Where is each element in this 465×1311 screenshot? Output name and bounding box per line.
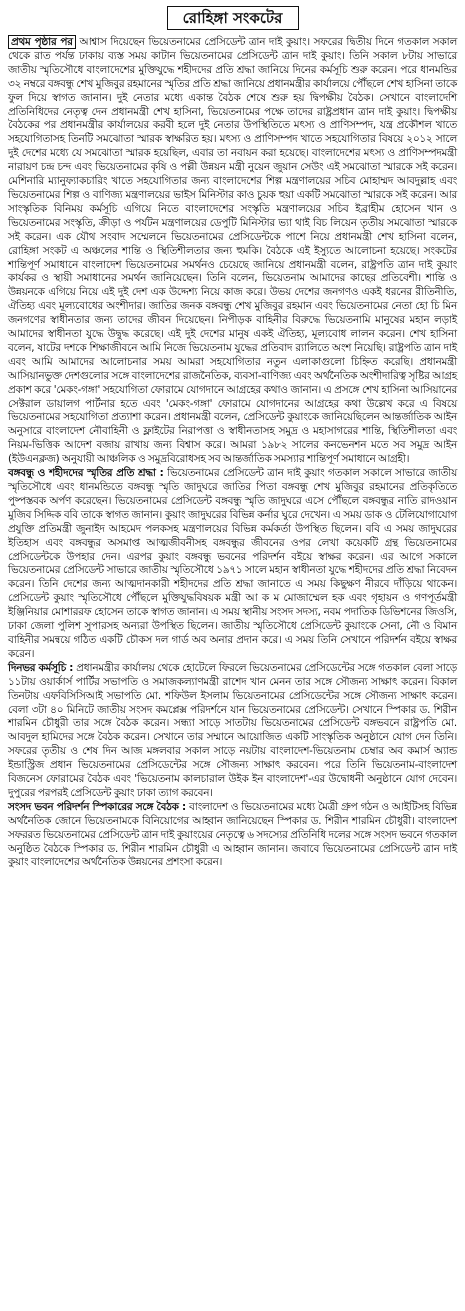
paragraph-parliament [8, 801, 457, 871]
subheading-tribute: বঙ্গবন্ধু ও শহীদদের স্মৃতির প্রতি শ্রদ্ধা : [8, 467, 164, 480]
paragraph-text: আশ্বাস দিয়েছেন ভিয়েতনামের প্রেসিডেন্ট ত্রান দাই কুয়াং। সফরের দ্বিতীয় দিনে গতকাল সকাল থেকে রাত পর্যন্ত ঢাকায় ব্যস্ত সময় কাটান ভিয়েতনামের প্রেসিডেন্ট ত্রান দাই কুয়াং। তিনি সকাল ৮টায় সাভারে জাতীয় স্মৃতিসৌধে বাংলাদেশের মুক্তিযুদ্ধে শহীদদের প্রতি শ্রদ্ধা জানিয়ে দিনের কর্মসূচি শুরু করেন। পরে ধানমন্ডির ৩২ নম্বরে বঙ্গবন্ধু শেখ মুজিবুর রহমানের স্মৃতির প্রতি শ্রদ্ধা জানিয়ে প্রধানমন্ত্রীর কার্যালয়ে পৌঁছলে শেখ হাসিনা তাকে ফুল দিয়ে স্বাগত জানান। দুই নেতার মধ্যে একান্ত বৈঠক শেষে শুরু হয় দ্বিপক্ষীয় বৈঠক। সেখানে বাংলাদেশি প্রতিনিধিদের নেতৃত্ব দেন প্রধানমন্ত্রী শেখ হাসিনা, ভিয়েতনামের পক্ষে তাদের রাষ্ট্রপ্রধান ত্রান দাই কুয়াং। দ্বিপক্ষীয় বৈঠকের পর প্রধানমন্ত্রীর কার্যালয়ের করবী হলে দুই নেতার উপস্থিতিতে মৎস্য ও প্রাণিসম্পদ, যন্ত্র প্রকৌশল খাতে সহযোগিতাসহ তিনটি সমঝোতা স্মারক স্বাক্ষরিত হয়। মৎস্য ও প্রাণিসম্পদ খাতে সহযোগিতার বিষয়ে ২০১২ সালে দুই দেশের মধ্যে যে সমঝোতা স্মারক হয়েছিল, এবার তা নবায়ন করা হয়েছে। বাংলাদেশের মৎস্য ও প্রাণিসম্পদমন্ত্রী নারায়ণ চন্দ্র চন্দ এবং ভিয়েতনামের কৃষি ও পল্লী উন্নয়ন মন্ত্রী নুয়েন জুয়ান সেউং এই সমঝোতা স্মারকে সই করেন। মেশিনারি ম্যানুফ্যাকচারিং খাতে সহযোগিতার জন্য বাংলাদেশের শিল্প মন্ত্রণালয়ের সচিব মোহাম্মদ আবদুল্লাহ এবং ভিয়েতনামের শিল্প ও বাণিজ্য মন্ত্রণালয়ের ভাইস মিনিস্টার কাও চুয়ক হুয়া একটি সমঝোতা স্মারকে সই করেন। আর সাংস্কৃতিক বিনিময় কর্মসূচি এগিয়ে নিতে বাংলাদেশের সংস্কৃতি মন্ত্রণালয়ের সচিব ইব্রাহীম হোসেন খান ও ভিয়েতনামের সংস্কৃতি, ক্রীড়া ও পর্যটন মন্ত্রণালয়ের ডেপুটি মিনিস্টার ভ্যা থাই বিচ লিয়েন তৃতীয় সমঝোতা স্মারকে সই করেন। এক যৌথ সংবাদ সম্মেলনে ভিয়েতনামের প্রেসিডেন্টকে পাশে নিয়ে প্রধানমন্ত্রী শেখ হাসিনা বলেন, রোহিঙ্গা সংকট এ অঞ্চলের শান্তি ও স্থিতিশীলতার জন্য হুমকি। বৈঠকে এই ইস্যুতে আলোচনা হয়েছে। সংকটের শান্তিপূর্ণ সমাধানে বাংলাদেশ ভিয়েতনামের সমর্থনও চেয়েছে জানিয়ে প্রধানমন্ত্রী বলেন, রাষ্ট্রপতি ত্রান দাই কুয়াং কার্যকর ও স্থায়ী সমাধানের সমর্থন জানিয়েছেন। তিনি বলেন, ভিয়েতনাম আমাদের কাছের প্রতিবেশী। শান্তি ও উন্নয়নকে এগিয়ে নিয়ে এই দুই দেশ এক উদ্দেশ্য নিয়ে কাজ করে। উভয় দেশের জনগণও একই ধরনের রীতিনীতি, ঐতিহ্য এবং মূল্যবোধের অংশীদার। জাতির জনক বঙ্গবন্ধু শেখ মুজিবুর রহমান এবং ভিয়েতনামের নেতা হো চি মিন জনগণের স্বাধীনতার জন্য তাদের জীবন দিয়েছেন। নিপীড়ক বাহিনীর বিরুদ্ধে ভিয়েতনামি মানুষের মহান লড়াই আমাদের স্বাধীনতা যুদ্ধে উদ্বুদ্ধ করেছে। এই দুই দেশের মানুষ একই ঐতিহ্য, মূল্যবোধ লালন করেন। শেখ হাসিনা বলেন, ষাটের দশকে শিক্ষাজীবনে আমি নিজে ভিয়েতনাম যুদ্ধের প্রতিবাদ র‌্যালিতে অংশ নিয়েছি। রাষ্ট্রপতি ত্রান দাই এবং আমি আমাদের আলোচনার সময় আমরা সহযোগিতার নতুন এলাকাগুলো চিহ্নিত করেছি। প্রধানমন্ত্রী আসিয়ানভুক্ত দেশগুলোর সঙ্গে বাংলাদেশের রাজনৈতিক, ব্যবসা-বাণিজ্য এবং অর্থনৈতিক অংশীদারিত্ব সৃষ্টির আগ্রহ প্রকাশ করে 'মেকং-গঙ্গা' সহযোগিতা ফোরামে যোগদানে আগ্রহের কথাও জানান। এ প্রসঙ্গে শেখ হাসিনা আসিয়ানের সেক্টরাল ডায়ালগ পার্টনার হতে এবং 'মেকং-গঙ্গা' ফোরামে যোগদানের আগ্রহের কথা উল্লেখ করে এ বিষয়ে ভিয়েতনামের সহযোগিতা প্রত্যাশা করেন। প্রধানমন্ত্রী বলেন, প্রেসিডেন্ট কুয়াংকে জানিয়েছিলেন আন্তর্জাতিক আইন অনুসারে বাংলাদেশ নৌবাহিনী ও ফ্লাইটের নিরাপত্তা ও স্বাধীনতাসহ সমুদ্র ও মহাসাগরের শান্তি, স্থিতিশীলতা এবং নিয়ম-ভিত্তিক আদেশ বজায় রাখায় জন্য বিশ্বাস করে। আমরা ১৯৮২ সালের কনভেনশন মতে সব সমুদ্র আইন (ইউএনক্লজ) অনুযায়ী আঞ্চলিক ও সমুদ্রবিরোধসহ সব আন্তর্জাতিক সমস্যার শান্তিপূর্ণ সমাধানে আগ্রহী। [8, 36, 457, 466]
paragraph-schedule [8, 662, 457, 801]
headline: রোহিঙ্গা সংকটের [167, 6, 299, 30]
subheading-schedule: দিনভর কর্মসূচি : [8, 661, 74, 674]
subheading-parliament: সংসদ ভবন পরিদর্শন স্পিকারের সঙ্গে বৈঠক : [8, 800, 186, 813]
paragraph-text: প্রধানমন্ত্রীর কার্যালয় থেকে হোটেলে ফিরলে ভিয়েতনামের প্রেসিডেন্টের সঙ্গে গতকাল বেলা সাড়ে ১১টায় ওয়ার্কার্স পার্টির সভাপতি ও সমাজকল্যাণমন্ত্রী রাশেদ খান মেনন তার সঙ্গে সৌজন্য সাক্ষাৎ করেন। বিকাল তিনটায় এফবিসিসিআই সভাপতি মো. শফিউল ইসলাম ভিয়েতনামের প্রেসিডেন্টের সঙ্গে সৌজন্য সাক্ষাৎ করেন। বেলা ৩টা ৪০ মিনিটে জাতীয় সংসদ কমপ্লেক্স পরিদর্শনে যান ভিয়েতনামের প্রেসিডেন্ট। সেখানে স্পিকার ড. শিরীন শারমিন চৌধুরী তার সঙ্গে বৈঠক করেন। সন্ধ্যা সাড়ে সাতটায় ভিয়েতনামের প্রেসিডেন্ট বঙ্গভবনে রাষ্ট্রপতি মো. আবদুল হামিদের সঙ্গে বৈঠক করেন। সেখানে তার সম্মানে আয়োজিত একটি সাংস্কৃতিক অনুষ্ঠানে যোগ দেন তিনি। সফরের তৃতীয় ও শেষ দিন আজ মঙ্গলবার সকাল সাড়ে নয়টায় বাংলাদেশ-ভিয়েতনাম চেম্বার অব কমার্স অ্যান্ড ইন্ডাস্ট্রিজ প্রধান ভিয়েতনামের প্রেসিডেন্টের সঙ্গে সৌজন্য সাক্ষাৎ করবেন। পরে তিনি ভিয়েতনাম-বাংলাদেশ বিজনেস ফোরামের বৈঠক এবং 'ভিয়েতনাম কালচারাল উইক ইন বাংলাদেশ'-এর উদ্বোধনী অনুষ্ঠানে যোগ দেবেন। দুপুরের পরপরই প্রেসিডেন্ট কুয়াং ঢাকা ত্যাগ করবেন। [8, 661, 458, 799]
paragraph-tribute [8, 467, 457, 662]
continued-from-front-page-label: প্রথম পৃষ্ঠার পর [8, 35, 76, 49]
article-body [8, 36, 457, 870]
paragraph-text: বাংলাদেশ ও ভিয়েতনামের মধ্যে মৈত্রী গ্রুপ গঠন ও আইটিসহ বিভিন্ন অর্থনৈতিক জোনে ভিয়েতনামকে বিনিয়োগের আহ্বান জানিয়েছেন স্পিকার ড. শিরীন শারমিন চৌধুরী। বাংলাদেশ সফররত ভিয়েতনামের প্রেসিডেন্ট ত্রান দাই কুয়াংয়ের নেতৃত্বে ৬ সদস্যের প্রতিনিধি দলের সঙ্গে সংসদ ভবনে গতকাল অনুষ্ঠিত বৈঠকে স্পিকার ড. শিরীন শারমিন চৌধুরী এ আহ্বান জানান। জবাবে ভিয়েতনামের প্রেসিডেন্ট ত্রান দাই কুয়াং বাংলাদেশের অর্থনৈতিক উন্নয়নের প্রশংসা করেন। [8, 800, 457, 869]
paragraph-intro [8, 36, 457, 467]
paragraph-text: ভিয়েতনামের প্রেসিডেন্ট ত্রান দাই কুয়াং গতকাল সকালে সাভারে জাতীয় স্মৃতিসৌধে এবং ধানমন্ডিতে বঙ্গবন্ধু স্মৃতি জাদুঘরে জাতির পিতা বঙ্গবন্ধু শেখ মুজিবুর রহমানের প্রতিকৃতিতে পুষ্পস্তবক অর্পণ করেছেন। ভিয়েতনামের প্রেসিডেন্ট বঙ্গবন্ধু স্মৃতি জাদুঘরে এসে পৌঁছলে বঙ্গবন্ধুর নাতি রাদওয়ান মুজিব সিদ্দিক ববি তাকে স্বাগত জানান। কুয়াং জাদুঘরের বিভিন্ন কর্নার ঘুরে দেখেন। এ সময় ডাক ও টেলিযোগাযোগ প্রযুক্তি প্রতিমন্ত্রী জুনাইদ আহমেদ পলকসহ মন্ত্রণালয়ের বিভিন্ন কর্মকর্তা উপস্থিত ছিলেন। ববি এ সময় জাদুঘরের ইতিহাস এবং বঙ্গবন্ধুর অসমাপ্ত আত্মজীবনীসহ বঙ্গবন্ধুর জীবনের ওপর লেখা কয়েকটি গ্রন্থ ভিয়েতনামের প্রেসিডেন্টকে উপহার দেন। এরপর কুয়াং বঙ্গবন্ধু ভবনের পরিদর্শন বইয়ে স্বাক্ষর করেন। এর আগে সকালে ভিয়েতনামের প্রেসিডেন্ট সাভারে জাতীয় স্মৃতিসৌধে ১৯৭১ সালে মহান স্বাধীনতা যুদ্ধে শহীদদের প্রতি শ্রদ্ধা নিবেদন করেন। তিনি দেশের জন্য আত্মদানকারী শহীদদের প্রতি শ্রদ্ধা জানাতে এ সময় কিছুক্ষণ নীরবে দাঁড়িয়ে থাকেন। প্রেসিডেন্ট কুয়াং স্মৃতিসৌধে পৌঁছলে মুক্তিযুদ্ধবিষয়ক মন্ত্রী আ ক ম মোজাম্মেল হক এবং গৃহায়ন ও গণপূর্তমন্ত্রী ইঞ্জিনিয়ার মোশাররফ হোসেন তাকে স্বাগত জানান। এ সময় স্থানীয় সংসদ সদস্য, নবম পদাতিক ডিভিশনের জিওসি, ঢাকা জেলা পুলিশ সুপারসহ অন্যরা উপস্থিত ছিলেন। জাতীয় স্মৃতিসৌধে প্রেসিডেন্ট কুয়াংকে সেনা, নৌ ও বিমান বাহিনীর সমন্বয়ে গঠিত একটি চৌকস দল গার্ড অব অনার প্রদান করে। এ সময় তিনি সেখানে পরিদর্শন বইয়ে স্বাক্ষর করেন। [8, 467, 457, 660]
